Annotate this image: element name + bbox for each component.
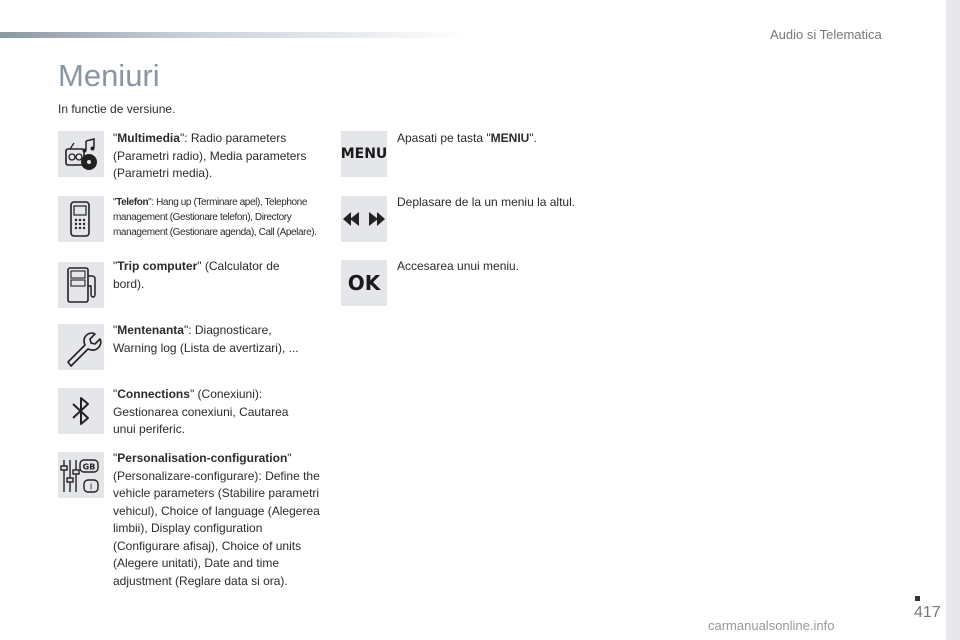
wrench-icon: [58, 324, 104, 370]
menu-key-instruction: Apasati pe tasta "MENIU".: [397, 131, 537, 145]
language-label-gb: GB: [82, 462, 96, 472]
header-gradient-bar: [0, 32, 470, 38]
intro-text: In functie de versiune.: [58, 102, 176, 116]
phone-icon: [58, 196, 104, 242]
fuel-pump-icon: [58, 262, 104, 308]
menu-connections-text: "Connections" (Conexiuni): Gestionarea conexiuni, Cautarea unui periferic.: [113, 387, 289, 436]
watermark: carmanualsonline.info: [708, 618, 835, 633]
menu-trip-computer-text: "Trip computer" (Calculator de bord).: [113, 259, 280, 291]
settings-language-icon: [58, 452, 104, 498]
language-label-i: I: [89, 482, 93, 492]
page-number: 417: [914, 604, 941, 621]
menu-personalisation-text: "Personalisation-configuration" (Personalizare-configurare): Define the vehicle parameters (Stabilire parametri vehicul), Choice of language (Alegerea limbii), Display configuration (Configurare afisaj), Choice of units (Alegere unitati), Date and time adjustment (Reglare data si ora).: [113, 451, 320, 588]
ok-key-instruction: Accesarea unui meniu.: [397, 259, 520, 273]
menu-key: [341, 131, 387, 177]
ok-key: [341, 260, 387, 306]
page-edge-strip: [946, 0, 960, 640]
arrows-instruction: Deplasare de la un meniu la altul.: [397, 195, 576, 209]
page-marker: [915, 596, 920, 601]
menu-telefon-text: "Telefon": Hang up (Terminare apel), Telephone management (Gestionare telefon), Directory management (Gestionare agenda), Call (Apelare).: [113, 197, 317, 238]
arrows-left-right-icon: [341, 196, 387, 242]
menu-key-label: MENU: [340, 146, 388, 162]
menu-mentenanta-text: "Mentenanta": Diagnosticare, Warning log (Lista de avertizari), ...: [113, 323, 299, 355]
section-header: Audio si Telematica: [770, 27, 882, 42]
page-title: Meniuri: [58, 58, 160, 93]
bluetooth-icon: [58, 388, 104, 434]
multimedia-icon: [58, 131, 104, 177]
ok-key-label: OK: [347, 271, 381, 295]
menu-multimedia-text: "Multimedia": Radio parameters (Parametri radio), Media parameters (Parametri media).: [113, 131, 307, 180]
